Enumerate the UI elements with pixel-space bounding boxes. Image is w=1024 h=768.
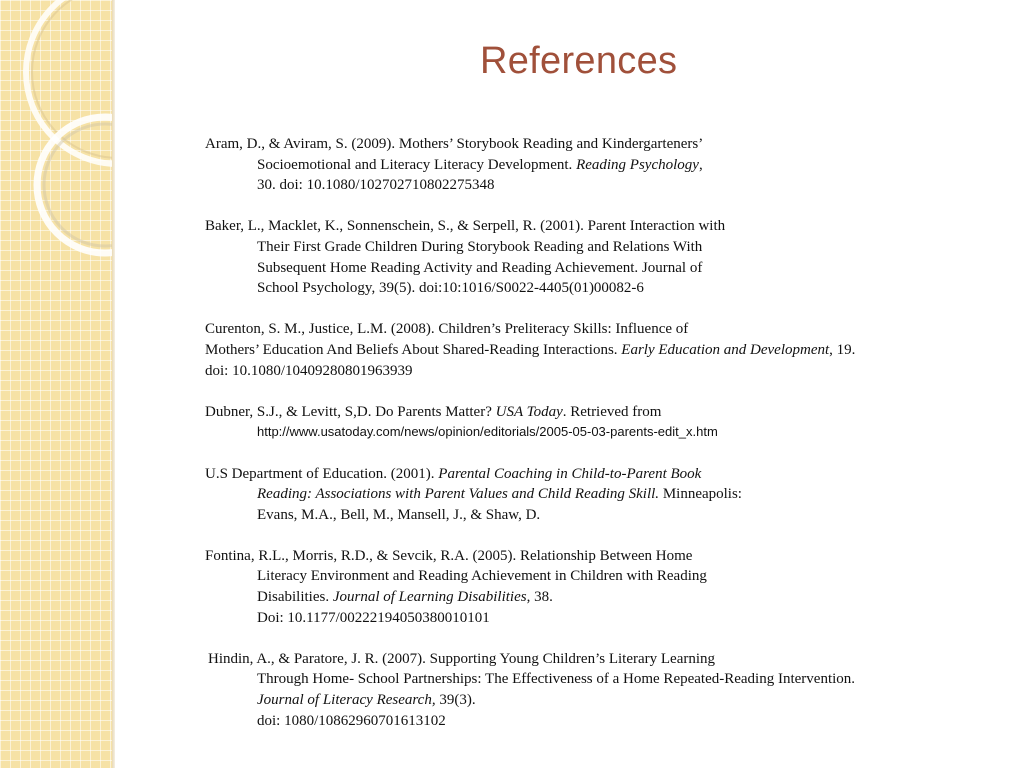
reference-line — [205, 566, 1005, 587]
decorative-circles — [0, 0, 112, 768]
reference-italic-text: Parental Coaching in Child-to-Parent Book — [438, 465, 702, 482]
reference-text: Hindin, A., & Paratore, J. R. (2007). Supporting Young Children’s Literary Learning — [208, 650, 716, 667]
reference-line — [205, 690, 1005, 711]
reference-url: http://www.usatoday.com/news/opinion/editorials/2005-05-03-parents-edit_x.htm — [257, 424, 718, 440]
reference-text: Disabilities. — [257, 589, 333, 606]
reference-text: , — [698, 156, 703, 173]
reference-line — [205, 319, 1005, 340]
reference-text: School Psychology, 39(5). doi:10:1016/S0022-4405(01)00082-6 — [257, 280, 644, 297]
reference-line — [205, 361, 1005, 382]
reference-text: U.S Department of Education. (2001). — [205, 465, 439, 482]
reference-text: Mothers’ Education And Beliefs About Shared-Reading Interactions. — [205, 341, 622, 358]
reference-line — [205, 216, 1005, 237]
reference-line — [205, 711, 1005, 732]
reference-text: Minneapolis: — [659, 486, 742, 503]
reference-entry — [205, 402, 1005, 443]
reference-text: . Retrieved from — [562, 403, 662, 420]
reference-line — [205, 402, 1005, 423]
reference-line — [205, 505, 1005, 526]
reference-line — [205, 155, 1005, 176]
reference-text: Fontina, R.L., Morris, R.D., & Sevcik, R.A. (2005). Relationship Between Home — [205, 547, 693, 564]
reference-line — [205, 278, 1005, 299]
reference-italic-text: Journal of Learning Disabilities — [332, 589, 527, 606]
reference-text: Baker, L., Macklet, K., Sonnenschein, S., & Serpell, R. (2001). Parent Interaction with — [205, 218, 726, 235]
reference-entry — [205, 649, 1005, 731]
reference-italic-text: USA Today — [495, 403, 563, 420]
reference-text: Literacy Environment and Reading Achievement in Children with Reading — [257, 568, 707, 585]
reference-line — [205, 258, 1005, 279]
reference-line — [205, 649, 1005, 670]
reference-line — [205, 608, 1005, 629]
reference-text: Dubner, S.J., & Levitt, S,D. Do Parents Matter? — [205, 403, 496, 420]
reference-line — [205, 669, 1005, 690]
reference-italic-text: Journal of Literacy Research, — [257, 692, 436, 709]
sidebar-divider — [112, 0, 115, 768]
reference-italic-text: Early Education and Development — [621, 341, 830, 358]
reference-text: Doi: 10.1177/00222194050380010101 — [257, 609, 490, 626]
reference-entry — [205, 319, 1005, 381]
reference-line — [205, 340, 1005, 361]
reference-entry — [205, 546, 1005, 628]
reference-entry — [205, 134, 1005, 196]
reference-text: Evans, M.A., Bell, M., Mansell, J., & Shaw, D. — [257, 506, 541, 523]
reference-text: Subsequent Home Reading Activity and Reading Achievement. Journal of — [257, 259, 703, 276]
reference-line — [205, 134, 1005, 155]
reference-italic-text: Reading: Associations with Parent Values and Child Reading Skill. — [257, 486, 660, 503]
reference-line — [205, 587, 1005, 608]
reference-line — [205, 546, 1005, 567]
reference-text: doi: 10.1080/10409280801963939 — [205, 362, 413, 379]
reference-entry — [205, 216, 1005, 298]
reference-line — [205, 422, 1005, 443]
reference-line — [205, 175, 1005, 196]
reference-line — [205, 484, 1005, 505]
slide-title: References — [480, 40, 678, 82]
reference-line — [205, 464, 1005, 485]
reference-text: Curenton, S. M., Justice, L.M. (2008). Children’s Preliteracy Skills: Influence of — [205, 321, 689, 338]
reference-text: Their First Grade Children During Storybook Reading and Relations With — [257, 238, 703, 255]
decorative-sidebar — [0, 0, 112, 768]
reference-text: Through Home- School Partnerships: The Effectiveness of a Home Repeated-Reading Intervention. — [257, 671, 856, 688]
reference-text: Aram, D., & Aviram, S. (2009). Mothers’ Storybook Reading and Kindergarteners’ — [205, 136, 704, 152]
reference-text: 39(3). — [435, 692, 476, 709]
reference-text: 30. doi: 10.1080/102702710802275348 — [257, 177, 495, 194]
reference-entry — [205, 464, 1005, 526]
reference-text: , 38. — [526, 589, 553, 606]
reference-line — [205, 237, 1005, 258]
reference-list — [205, 134, 1005, 752]
reference-text: Socioemotional and Literacy Literacy Development. — [257, 156, 577, 173]
reference-text: , 19. — [829, 341, 856, 358]
reference-text: doi: 1080/10862960701613102 — [257, 712, 446, 729]
reference-italic-text: Reading Psychology — [576, 156, 699, 173]
